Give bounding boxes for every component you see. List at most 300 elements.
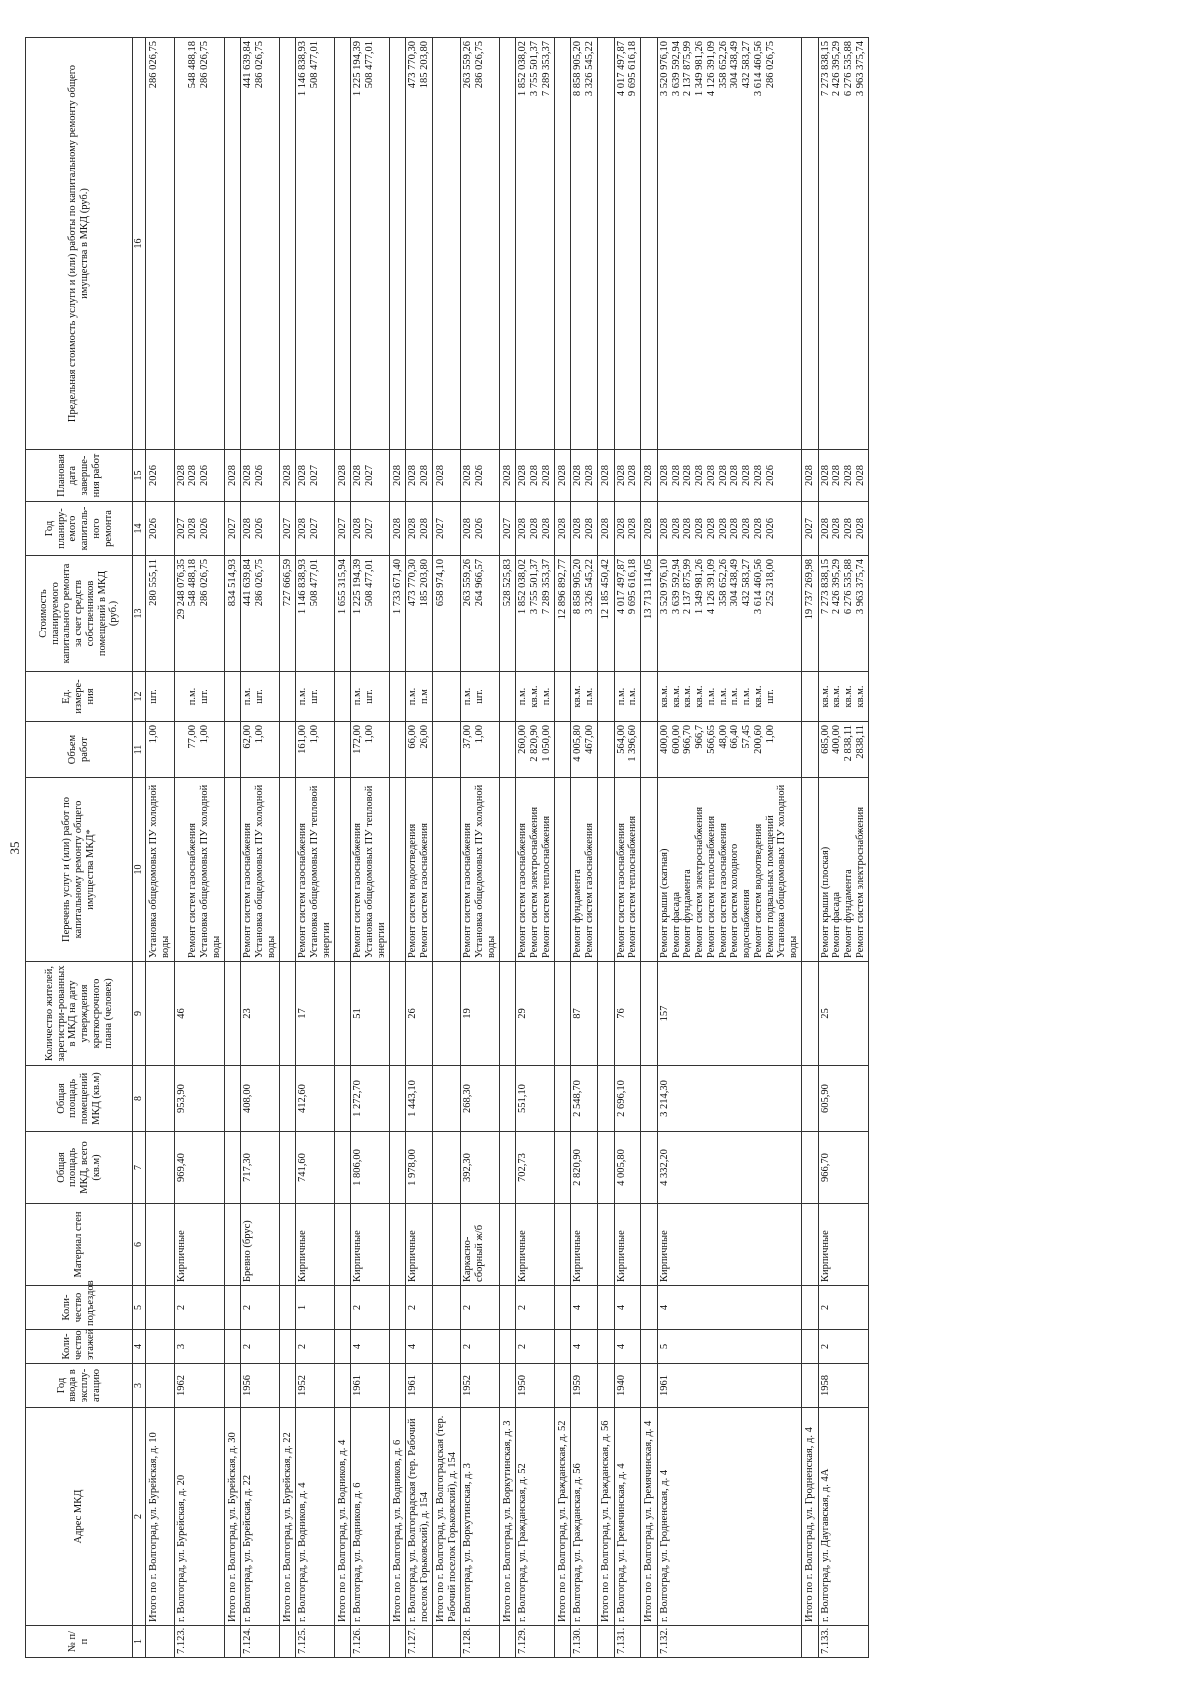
cell-line: 7 273 838,15 <box>819 41 831 97</box>
cell-line: Ремонт фасада <box>670 891 682 958</box>
cell-floors: 4 <box>571 1330 598 1364</box>
header-row <box>26 38 133 1658</box>
cell-line: 2028 <box>175 465 187 486</box>
cell-num <box>597 1626 614 1658</box>
cell-line: Ремонт систем электроснабжения <box>529 806 540 958</box>
cell-line: кв.м. <box>854 685 866 708</box>
cell-unit <box>657 672 801 722</box>
cell-line: 2028 <box>729 518 741 539</box>
cell-residents: 76 <box>614 962 641 1066</box>
cell-line <box>392 41 404 446</box>
cell-line: Установка общедомовых ПУ холодной воды <box>254 784 277 958</box>
total-row <box>224 38 241 1658</box>
cell-address: г. Волгоград, ул. Водников, д. 4 <box>296 1408 334 1626</box>
cell-line: кв.м. <box>752 685 764 708</box>
cell-volume <box>554 722 571 778</box>
cell-line: Ремонт систем электроснабжения <box>854 806 866 958</box>
cell-line: 432 583,27 <box>741 559 752 607</box>
cell-limit <box>499 38 516 450</box>
cell-line: 286 026,75 <box>764 41 776 89</box>
cell-walls: Кирпичные <box>174 1204 224 1286</box>
cell-line: Ремонт фундамента <box>843 869 854 958</box>
cell-area-rooms <box>499 1066 516 1132</box>
cell-line: 286 026,75 <box>254 559 265 607</box>
cell-line: 12 896 892,77 <box>556 559 568 620</box>
cell-volume <box>224 722 241 778</box>
cell-line: 3 639 592,94 <box>670 559 682 615</box>
column-number: 3 <box>133 1364 146 1408</box>
cell-line: 2027 <box>336 518 348 539</box>
cell-line: 4 005,80 <box>572 725 584 762</box>
cell-year <box>224 1364 241 1408</box>
cell-line: 66,40 <box>729 725 741 749</box>
cell-line: Ремонт систем электроснабжения <box>694 806 705 958</box>
cell-line: 263 559,26 <box>462 559 474 607</box>
cell-line: 4 017 497,87 <box>615 559 627 615</box>
cell-num: 7.127. <box>406 1626 433 1658</box>
cell-works <box>499 778 516 962</box>
cell-line: 62,00 <box>242 725 254 749</box>
cell-unit <box>296 672 334 722</box>
cell-line: Ремонт систем газоснабжения <box>517 823 529 958</box>
cell-line: 2028 <box>391 465 403 486</box>
cell-volume <box>389 722 406 778</box>
cell-end-date <box>801 450 818 502</box>
cell-area-rooms <box>801 1066 818 1132</box>
cell-volume <box>146 722 175 778</box>
object-row <box>818 38 868 1658</box>
cell-line: 2028 <box>297 465 309 486</box>
cell-line: Ремонт систем газоснабжения <box>717 823 729 958</box>
cell-line: шт. <box>309 689 320 704</box>
cell-walls: Каркасно-сборный ж/б <box>461 1204 499 1286</box>
cell-cost <box>499 556 516 672</box>
cell-plan-year <box>641 502 658 556</box>
cell-num: 7.128. <box>461 1626 499 1658</box>
cell-residents <box>146 962 175 1066</box>
cell-cost <box>224 556 241 672</box>
cell-line: п.м. <box>741 687 752 706</box>
cell-line: 8 858 905,20 <box>572 559 584 615</box>
column-header: Материал стен <box>26 1204 133 1286</box>
cell-cost <box>657 556 801 672</box>
cell-line: шт. <box>764 689 776 704</box>
cell-area-total <box>641 1132 658 1204</box>
cell-line: 2028 <box>242 465 254 486</box>
cell-line: 2028 <box>556 465 568 486</box>
cell-year: 1958 <box>818 1364 868 1408</box>
cell-entrances <box>597 1286 614 1330</box>
cell-cost <box>351 556 389 672</box>
cell-line: 2026 <box>474 518 485 539</box>
cell-volume <box>279 722 296 778</box>
cell-line: 2028 <box>572 465 584 486</box>
cell-line: 2026 <box>764 518 776 539</box>
cell-end-date <box>461 450 499 502</box>
column-header: Общая площадь МКД, всего (кв.м) <box>26 1132 133 1204</box>
cell-address: Итого по г. Волгоград, ул. Гражданская, д. 52 <box>554 1408 571 1626</box>
cell-unit <box>432 672 461 722</box>
cell-works <box>351 778 389 962</box>
cell-line: Ремонт подвальных помещений <box>764 815 776 958</box>
cell-line: 7 289 353,37 <box>540 41 552 97</box>
cell-floors: 3 <box>174 1330 224 1364</box>
cell-line: 2028 <box>741 465 752 486</box>
object-row <box>351 38 389 1658</box>
cell-num: 7.125. <box>296 1626 334 1658</box>
cell-num <box>499 1626 516 1658</box>
cell-residents <box>334 962 351 1066</box>
cell-plan-year <box>818 502 868 556</box>
total-row <box>146 38 175 1658</box>
column-header: Адрес МКД <box>26 1408 133 1626</box>
cell-limit <box>657 38 801 450</box>
cell-floors: 4 <box>614 1330 641 1364</box>
cell-line: 2028 <box>281 465 293 486</box>
cell-area-rooms: 1 272,70 <box>351 1066 389 1132</box>
cell-num <box>279 1626 296 1658</box>
cell-volume <box>614 722 641 778</box>
cell-num <box>801 1626 818 1658</box>
cell-line: 1,00 <box>764 725 776 744</box>
cell-unit <box>351 672 389 722</box>
cell-line: 2028 <box>717 465 729 486</box>
cell-line <box>600 41 612 446</box>
cell-line: 2026 <box>474 465 485 486</box>
cell-works <box>389 778 406 962</box>
cell-line: п.м. <box>540 687 552 706</box>
cell-line: 304 438,49 <box>729 41 741 89</box>
cell-area-total: 717,30 <box>241 1132 279 1204</box>
cell-line: 2028 <box>854 465 866 486</box>
cell-volume <box>516 722 554 778</box>
cell-floors <box>279 1330 296 1364</box>
cell-year <box>334 1364 351 1408</box>
cell-line: 2028 <box>529 518 540 539</box>
cell-line: 1 349 981,26 <box>694 559 705 615</box>
cell-line: 508 477,01 <box>364 41 375 89</box>
cell-area-total <box>224 1132 241 1204</box>
cell-walls <box>597 1204 614 1286</box>
cell-line: 834 514,93 <box>226 559 238 607</box>
cell-address: г. Волгоград, ул. Бурейская, д. 20 <box>174 1408 224 1626</box>
cell-limit <box>461 38 499 450</box>
cell-area-rooms <box>224 1066 241 1132</box>
cell-line: 1 733 671,40 <box>391 559 403 615</box>
cell-works <box>334 778 351 962</box>
cell-line: п.м. <box>517 687 529 706</box>
cell-line: 2028 <box>741 518 752 539</box>
cell-floors <box>801 1330 818 1364</box>
cell-line: 2026 <box>764 465 776 486</box>
cell-line: п.м. <box>717 687 729 706</box>
cell-line: 57,45 <box>741 725 752 749</box>
cell-line: п.м. <box>705 687 717 706</box>
column-number: 8 <box>133 1066 146 1132</box>
cell-line <box>176 41 188 446</box>
cell-line: 2028 <box>407 518 419 539</box>
cell-area-rooms: 2 548,70 <box>571 1066 598 1132</box>
cell-walls <box>389 1204 406 1286</box>
cell-line: 2028 <box>682 465 694 486</box>
cell-area-rooms: 1 443,10 <box>406 1066 433 1132</box>
cell-end-date <box>554 450 571 502</box>
cell-line: 2838,11 <box>854 725 866 759</box>
cell-floors: 2 <box>461 1330 499 1364</box>
cell-cost <box>334 556 351 672</box>
cell-line: Установка общедомовых ПУ холодной воды <box>776 784 799 958</box>
cell-line: шт. <box>148 689 159 704</box>
column-header: Ед. измере-ния <box>26 672 133 722</box>
cell-line: кв.м. <box>682 685 694 708</box>
cell-line: 2028 <box>462 465 474 486</box>
cell-unit <box>174 672 224 722</box>
cell-plan-year <box>801 502 818 556</box>
cell-entrances <box>499 1286 516 1330</box>
cell-line: 432 583,27 <box>741 41 752 89</box>
cell-line: 8 858 905,20 <box>572 41 584 97</box>
cell-year <box>597 1364 614 1408</box>
cell-unit <box>146 672 175 722</box>
cell-line: 1,00 <box>199 725 210 744</box>
total-row <box>499 38 516 1658</box>
cell-line: 2028 <box>434 465 446 486</box>
cell-line: 2026 <box>199 465 210 486</box>
cell-line <box>176 725 188 774</box>
cell-line: 2027 <box>175 518 187 539</box>
cell-cost <box>461 556 499 672</box>
cell-line: 1 349 981,26 <box>694 41 705 97</box>
cell-cost <box>279 556 296 672</box>
cell-line: 3 326 545,22 <box>584 41 595 97</box>
column-number: 16 <box>133 38 146 450</box>
cell-area-rooms <box>554 1066 571 1132</box>
cell-cost <box>614 556 641 672</box>
cell-line: 2026 <box>148 518 159 539</box>
cell-residents: 17 <box>296 962 334 1066</box>
cell-limit <box>597 38 614 450</box>
cell-address: г. Волгоград, ул. Даугавская, д. 4А <box>818 1408 868 1626</box>
object-row <box>241 38 279 1658</box>
cell-works <box>432 778 461 962</box>
cell-cost <box>406 556 433 672</box>
cell-year: 1961 <box>406 1364 433 1408</box>
cell-walls <box>146 1204 175 1286</box>
cell-year: 1956 <box>241 1364 279 1408</box>
cell-end-date <box>174 450 224 502</box>
column-header: Общая площадь помещений МКД (кв.м) <box>26 1066 133 1132</box>
cell-limit <box>241 38 279 450</box>
cell-line: 2028 <box>242 518 254 539</box>
cell-address: Итого по г. Волгоград, ул. Бурейская, д. 30 <box>224 1408 241 1626</box>
cell-walls: Кирпичные <box>296 1204 334 1286</box>
cell-line: 2028 <box>391 518 403 539</box>
cell-line: 263 559,26 <box>462 41 474 89</box>
cell-residents: 157 <box>657 962 801 1066</box>
column-number: 4 <box>133 1330 146 1364</box>
cell-walls <box>641 1204 658 1286</box>
cell-area-rooms: 268,30 <box>461 1066 499 1132</box>
cell-line: 2028 <box>843 465 854 486</box>
cell-year <box>641 1364 658 1408</box>
total-row <box>279 38 296 1658</box>
cell-line: 2028 <box>336 465 348 486</box>
cell-line: п.м. <box>242 687 254 706</box>
cell-entrances: 2 <box>351 1286 389 1330</box>
cell-volume <box>657 722 801 778</box>
cell-line: 2028 <box>819 518 831 539</box>
cell-walls <box>432 1204 461 1286</box>
cell-entrances: 2 <box>516 1286 554 1330</box>
cell-volume <box>241 722 279 778</box>
cell-line: 2027 <box>226 518 238 539</box>
cell-line: п.м. <box>627 687 639 706</box>
total-row <box>554 38 571 1658</box>
cell-volume <box>499 722 516 778</box>
cell-unit <box>334 672 351 722</box>
cell-line: 508 477,01 <box>309 559 320 607</box>
cell-limit <box>614 38 641 450</box>
cell-cost <box>389 556 406 672</box>
cell-area-total: 702,73 <box>516 1132 554 1204</box>
cell-area-rooms <box>334 1066 351 1132</box>
cell-plan-year <box>241 502 279 556</box>
cell-unit <box>516 672 554 722</box>
cell-line: 1 146 838,93 <box>297 559 309 615</box>
cell-limit <box>351 38 389 450</box>
cell-line: 2028 <box>540 518 552 539</box>
cell-line: 685,00 <box>819 725 831 754</box>
cell-year: 1961 <box>351 1364 389 1408</box>
object-row <box>461 38 499 1658</box>
cell-address: г. Волгоград, ул. Гражданская, д. 52 <box>516 1408 554 1626</box>
cell-line: 2028 <box>615 518 627 539</box>
cell-plan-year <box>224 502 241 556</box>
cell-unit <box>461 672 499 722</box>
cell-cost <box>801 556 818 672</box>
column-number: 10 <box>133 778 146 962</box>
cell-floors <box>146 1330 175 1364</box>
cell-line: 3 520 976,10 <box>658 41 670 97</box>
cell-line: шт. <box>364 689 375 704</box>
cell-cost <box>818 556 868 672</box>
cell-plan-year <box>554 502 571 556</box>
cell-end-date <box>279 450 296 502</box>
cell-entrances: 2 <box>174 1286 224 1330</box>
cell-line: 2028 <box>226 465 238 486</box>
cell-address: Итого по г. Волгоград, ул. Гродненская, д. 4 <box>801 1408 818 1626</box>
cell-residents <box>499 962 516 1066</box>
cell-num: 7.131. <box>614 1626 641 1658</box>
cell-area-rooms <box>389 1066 406 1132</box>
cell-end-date <box>351 450 389 502</box>
cell-plan-year <box>351 502 389 556</box>
cell-line: 2027 <box>434 518 446 539</box>
cell-unit <box>406 672 433 722</box>
cell-num: 7.126. <box>351 1626 389 1658</box>
cell-line: кв.м. <box>694 685 705 708</box>
cell-line: 727 666,59 <box>281 559 293 607</box>
cell-address: Итого по г. Волгоград, ул. Бурейская, д. 22 <box>279 1408 296 1626</box>
cell-line <box>176 781 188 958</box>
cell-area-rooms: 551,10 <box>516 1066 554 1132</box>
cell-line: 2028 <box>352 465 364 486</box>
cell-end-date <box>241 450 279 502</box>
column-number: 14 <box>133 502 146 556</box>
cell-address: г. Волгоград, ул. Водников, д. 6 <box>351 1408 389 1626</box>
cell-line: 2028 <box>717 518 729 539</box>
cell-line: 286 026,75 <box>199 41 210 89</box>
cell-line: п.м. <box>615 687 627 706</box>
cell-entrances <box>389 1286 406 1330</box>
cell-year: 1962 <box>174 1364 224 1408</box>
column-number: 5 <box>133 1286 146 1330</box>
cell-line: 1 396,60 <box>627 725 639 762</box>
cell-line: 6 276 535,88 <box>843 41 854 97</box>
cell-line: 2028 <box>556 518 568 539</box>
cell-line: Ремонт систем водоотведения <box>752 823 764 958</box>
cell-residents: 29 <box>516 962 554 1066</box>
cell-area-rooms <box>146 1066 175 1132</box>
cell-limit <box>334 38 351 450</box>
cell-residents <box>641 962 658 1066</box>
cell-works <box>641 778 658 962</box>
cell-line: 260,00 <box>517 725 529 754</box>
cell-floors <box>334 1330 351 1364</box>
cell-line: 2028 <box>407 465 419 486</box>
cell-residents: 46 <box>174 962 224 1066</box>
cell-walls <box>334 1204 351 1286</box>
cell-works <box>801 778 818 962</box>
cell-floors <box>432 1330 461 1364</box>
cell-cost <box>432 556 461 672</box>
cell-line: 37,00 <box>462 725 474 749</box>
cell-line: 1 655 315,94 <box>336 559 348 615</box>
cell-line: 2 838,11 <box>843 725 854 762</box>
cell-line: 2028 <box>658 518 670 539</box>
object-row <box>614 38 641 1658</box>
cell-volume <box>296 722 334 778</box>
cell-num: 7.132. <box>657 1626 801 1658</box>
cell-line: 2028 <box>419 518 430 539</box>
cell-cost <box>516 556 554 672</box>
cell-line: Установка общедомовых ПУ холодной воды <box>148 784 171 958</box>
cell-unit <box>279 672 296 722</box>
cell-line: Ремонт систем газоснабжения <box>352 823 364 958</box>
cell-unit <box>499 672 516 722</box>
cell-line: 473 770,30 <box>407 41 419 89</box>
cell-plan-year <box>389 502 406 556</box>
cell-area-total <box>334 1132 351 1204</box>
cell-line: 185 203,80 <box>419 559 430 607</box>
cell-unit <box>224 672 241 722</box>
cell-walls <box>801 1204 818 1286</box>
cell-area-total: 2 820,90 <box>571 1132 598 1204</box>
cell-line: 2028 <box>705 465 717 486</box>
cell-line: 264 966,57 <box>474 559 485 607</box>
cell-walls <box>499 1204 516 1286</box>
cell-year <box>499 1364 516 1408</box>
cell-year <box>279 1364 296 1408</box>
cell-line: 3 755 501,37 <box>529 559 540 615</box>
cell-line: 2028 <box>297 518 309 539</box>
cell-line: 2028 <box>752 518 764 539</box>
cell-works <box>224 778 241 962</box>
cell-unit <box>614 672 641 722</box>
cell-area-total: 969,40 <box>174 1132 224 1204</box>
cell-end-date <box>406 450 433 502</box>
cell-volume <box>406 722 433 778</box>
